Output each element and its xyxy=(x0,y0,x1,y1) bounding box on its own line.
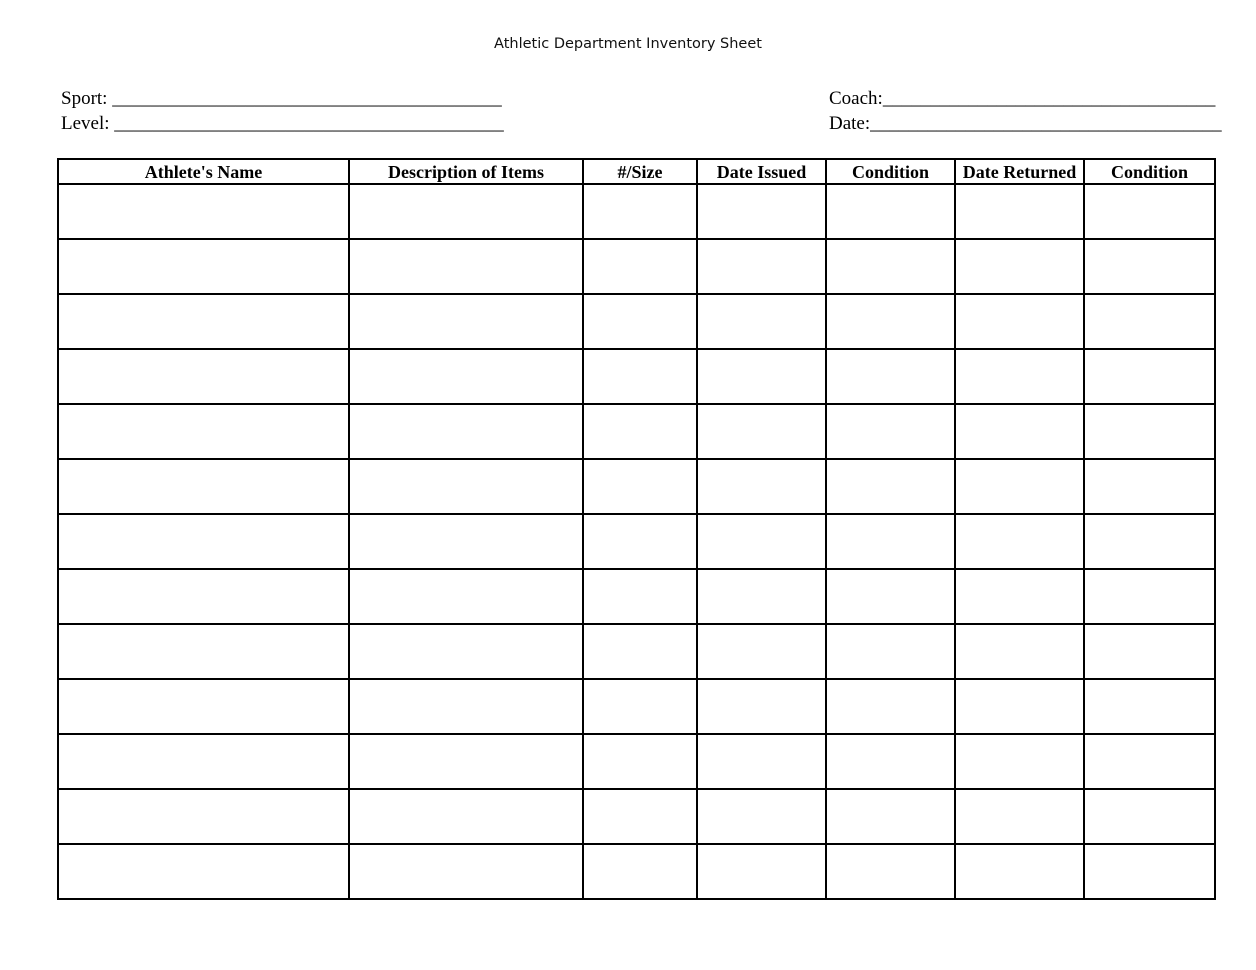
table-row xyxy=(58,404,1215,459)
table-row xyxy=(58,459,1215,514)
condition-returned-cell[interactable] xyxy=(1084,569,1215,624)
description-of-items-cell[interactable] xyxy=(349,679,583,734)
athlete-name-cell[interactable] xyxy=(58,459,349,514)
table-header-row xyxy=(58,159,1215,184)
description-of-items-cell[interactable] xyxy=(349,624,583,679)
athlete-name-cell[interactable] xyxy=(58,679,349,734)
date-issued-cell[interactable] xyxy=(697,239,826,294)
condition-issued-cell[interactable] xyxy=(826,184,955,239)
number-size-cell[interactable] xyxy=(583,294,697,349)
table-row xyxy=(58,239,1215,294)
date-returned-cell[interactable] xyxy=(955,734,1084,789)
athlete-name-cell[interactable] xyxy=(58,404,349,459)
column-header-athlete-name: Athlete's Name xyxy=(58,159,349,184)
description-of-items-cell[interactable] xyxy=(349,184,583,239)
coach-field[interactable]: Coach:___________________________________ xyxy=(829,88,1216,109)
athlete-name-cell[interactable] xyxy=(58,734,349,789)
number-size-cell[interactable] xyxy=(583,624,697,679)
table-row xyxy=(58,514,1215,569)
athlete-name-cell[interactable] xyxy=(58,569,349,624)
condition-returned-cell[interactable] xyxy=(1084,789,1215,844)
athlete-name-cell[interactable] xyxy=(58,514,349,569)
description-of-items-cell[interactable] xyxy=(349,789,583,844)
condition-issued-cell[interactable] xyxy=(826,459,955,514)
condition-returned-cell[interactable] xyxy=(1084,844,1215,899)
athlete-name-cell[interactable] xyxy=(58,844,349,899)
condition-issued-cell[interactable] xyxy=(826,569,955,624)
date-returned-cell[interactable] xyxy=(955,294,1084,349)
date-field[interactable]: Date:_____________________________________ xyxy=(829,113,1222,134)
number-size-cell[interactable] xyxy=(583,514,697,569)
number-size-cell[interactable] xyxy=(583,569,697,624)
description-of-items-cell[interactable] xyxy=(349,349,583,404)
condition-issued-cell[interactable] xyxy=(826,789,955,844)
condition-issued-cell[interactable] xyxy=(826,844,955,899)
condition-issued-cell[interactable] xyxy=(826,734,955,789)
date-returned-cell[interactable] xyxy=(955,404,1084,459)
table-row xyxy=(58,294,1215,349)
date-issued-cell[interactable] xyxy=(697,679,826,734)
date-returned-cell[interactable] xyxy=(955,184,1084,239)
description-of-items-cell[interactable] xyxy=(349,514,583,569)
description-of-items-cell[interactable] xyxy=(349,734,583,789)
date-returned-cell[interactable] xyxy=(955,789,1084,844)
date-returned-cell[interactable] xyxy=(955,624,1084,679)
condition-returned-cell[interactable] xyxy=(1084,624,1215,679)
date-issued-cell[interactable] xyxy=(697,349,826,404)
condition-issued-cell[interactable] xyxy=(826,294,955,349)
table-row xyxy=(58,734,1215,789)
number-size-cell[interactable] xyxy=(583,239,697,294)
condition-issued-cell[interactable] xyxy=(826,404,955,459)
document-title: Athletic Department Inventory Sheet xyxy=(494,36,762,52)
date-issued-cell[interactable] xyxy=(697,404,826,459)
date-issued-cell[interactable] xyxy=(697,459,826,514)
table-row xyxy=(58,184,1215,239)
table-row xyxy=(58,624,1215,679)
condition-returned-cell[interactable] xyxy=(1084,349,1215,404)
number-size-cell[interactable] xyxy=(583,679,697,734)
date-issued-cell[interactable] xyxy=(697,624,826,679)
condition-returned-cell[interactable] xyxy=(1084,734,1215,789)
table-row xyxy=(58,569,1215,624)
description-of-items-cell[interactable] xyxy=(349,459,583,514)
number-size-cell[interactable] xyxy=(583,734,697,789)
condition-issued-cell[interactable] xyxy=(826,624,955,679)
date-returned-cell[interactable] xyxy=(955,459,1084,514)
description-of-items-cell[interactable] xyxy=(349,404,583,459)
condition-returned-cell[interactable] xyxy=(1084,239,1215,294)
table-row xyxy=(58,789,1215,844)
condition-issued-cell[interactable] xyxy=(826,514,955,569)
number-size-cell[interactable] xyxy=(583,789,697,844)
athlete-name-cell[interactable] xyxy=(58,239,349,294)
condition-returned-cell[interactable] xyxy=(1084,459,1215,514)
inventory-table-body xyxy=(58,184,1215,899)
inventory-table xyxy=(57,158,1216,900)
table-row xyxy=(58,349,1215,404)
column-header-description-of-items: Description of Items xyxy=(349,159,583,184)
condition-returned-cell[interactable] xyxy=(1084,679,1215,734)
condition-issued-cell[interactable] xyxy=(826,679,955,734)
condition-returned-cell[interactable] xyxy=(1084,404,1215,459)
date-returned-cell[interactable] xyxy=(955,514,1084,569)
column-header-number-size: #/Size xyxy=(583,159,697,184)
athlete-name-cell[interactable] xyxy=(58,294,349,349)
number-size-cell[interactable] xyxy=(583,184,697,239)
table-row xyxy=(58,679,1215,734)
condition-returned-cell[interactable] xyxy=(1084,514,1215,569)
column-header-condition-returned: Condition xyxy=(1084,159,1215,184)
table-row xyxy=(58,844,1215,899)
description-of-items-cell[interactable] xyxy=(349,569,583,624)
date-returned-cell[interactable] xyxy=(955,679,1084,734)
date-returned-cell[interactable] xyxy=(955,569,1084,624)
condition-issued-cell[interactable] xyxy=(826,349,955,404)
date-issued-cell[interactable] xyxy=(697,789,826,844)
date-issued-cell[interactable] xyxy=(697,569,826,624)
date-issued-cell[interactable] xyxy=(697,734,826,789)
column-header-condition-issued: Condition xyxy=(826,159,955,184)
date-issued-cell[interactable] xyxy=(697,514,826,569)
date-returned-cell[interactable] xyxy=(955,844,1084,899)
athlete-name-cell[interactable] xyxy=(58,184,349,239)
date-issued-cell[interactable] xyxy=(697,844,826,899)
date-returned-cell[interactable] xyxy=(955,239,1084,294)
number-size-cell[interactable] xyxy=(583,404,697,459)
sport-field[interactable]: Sport: _________________________________________ xyxy=(61,88,502,109)
level-field[interactable]: Level: _________________________________________ xyxy=(61,113,504,134)
date-returned-cell[interactable] xyxy=(955,349,1084,404)
condition-issued-cell[interactable] xyxy=(826,239,955,294)
description-of-items-cell[interactable] xyxy=(349,844,583,899)
athlete-name-cell[interactable] xyxy=(58,789,349,844)
condition-returned-cell[interactable] xyxy=(1084,184,1215,239)
description-of-items-cell[interactable] xyxy=(349,239,583,294)
condition-returned-cell[interactable] xyxy=(1084,294,1215,349)
athlete-name-cell[interactable] xyxy=(58,349,349,404)
number-size-cell[interactable] xyxy=(583,844,697,899)
column-header-date-issued: Date Issued xyxy=(697,159,826,184)
athlete-name-cell[interactable] xyxy=(58,624,349,679)
description-of-items-cell[interactable] xyxy=(349,294,583,349)
date-issued-cell[interactable] xyxy=(697,184,826,239)
number-size-cell[interactable] xyxy=(583,349,697,404)
number-size-cell[interactable] xyxy=(583,459,697,514)
date-issued-cell[interactable] xyxy=(697,294,826,349)
column-header-date-returned: Date Returned xyxy=(955,159,1084,184)
